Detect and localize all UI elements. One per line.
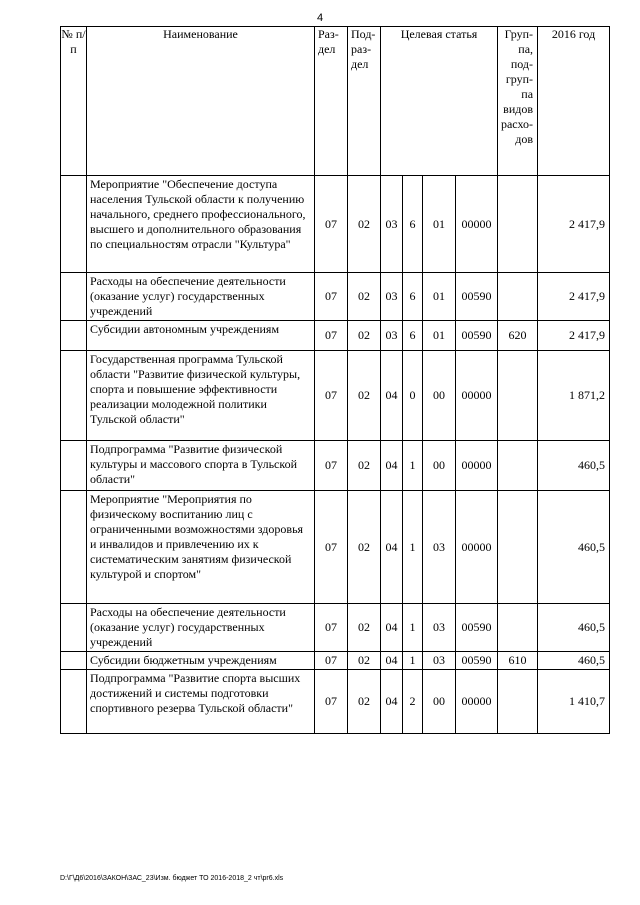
row-cs-subprogram: 2 (403, 670, 423, 734)
row-razdel: 07 (315, 441, 348, 491)
header-name: Наименование (87, 27, 315, 176)
row-name: Расходы на обеспечение деятельности (оказание услуг) государственных учреждений (87, 273, 315, 321)
row-cs-direction: 00590 (456, 604, 498, 652)
row-expense-group (498, 273, 538, 321)
row-cs-direction: 00000 (456, 491, 498, 604)
row-expense-group (498, 176, 538, 273)
table-row (61, 652, 610, 670)
row-cs-direction: 00000 (456, 176, 498, 273)
table-row (61, 604, 610, 652)
row-num-cell (61, 441, 87, 491)
row-amount: 460,5 (538, 441, 610, 491)
row-cs-program: 04 (381, 670, 403, 734)
row-cs-subprogram: 1 (403, 441, 423, 491)
row-expense-group (498, 491, 538, 604)
table-row (61, 351, 610, 441)
row-razdel: 07 (315, 652, 348, 670)
row-podrazdel: 02 (348, 351, 381, 441)
row-expense-group: 610 (498, 652, 538, 670)
row-razdel: 07 (315, 351, 348, 441)
row-cs-event: 03 (423, 491, 456, 604)
row-expense-group (498, 441, 538, 491)
row-cs-event: 01 (423, 273, 456, 321)
row-name: Расходы на обеспечение деятельности (оказание услуг) государственных учреждений (87, 604, 315, 652)
row-name: Государственная программа Тульской области "Развитие физической культуры, спорта и повышение эффективности реализации молодежной политики Тульской области" (87, 351, 315, 441)
row-amount: 2 417,9 (538, 176, 610, 273)
row-expense-group: 620 (498, 321, 538, 351)
row-podrazdel: 02 (348, 176, 381, 273)
row-amount: 2 417,9 (538, 321, 610, 351)
row-cs-direction: 00000 (456, 351, 498, 441)
row-name: Субсидии бюджетным учреждениям (87, 652, 315, 670)
row-cs-subprogram: 6 (403, 321, 423, 351)
header-celevaya: Целевая статья (381, 27, 498, 176)
row-num-cell (61, 604, 87, 652)
row-podrazdel: 02 (348, 491, 381, 604)
row-podrazdel: 02 (348, 273, 381, 321)
row-amount: 460,5 (538, 604, 610, 652)
row-num-cell (61, 652, 87, 670)
row-cs-program: 03 (381, 176, 403, 273)
row-cs-program: 04 (381, 441, 403, 491)
row-podrazdel: 02 (348, 604, 381, 652)
row-cs-direction: 00590 (456, 273, 498, 321)
row-cs-event: 01 (423, 176, 456, 273)
row-amount: 1 410,7 (538, 670, 610, 734)
row-num-cell (61, 491, 87, 604)
row-num-cell (61, 273, 87, 321)
row-podrazdel: 02 (348, 441, 381, 491)
row-razdel: 07 (315, 604, 348, 652)
row-cs-event: 00 (423, 670, 456, 734)
row-amount: 460,5 (538, 652, 610, 670)
row-razdel: 07 (315, 176, 348, 273)
row-cs-subprogram: 1 (403, 604, 423, 652)
row-num-cell (61, 321, 87, 351)
row-cs-subprogram: 0 (403, 351, 423, 441)
page-number: 4 (316, 12, 324, 24)
row-cs-subprogram: 6 (403, 176, 423, 273)
row-expense-group (498, 351, 538, 441)
row-expense-group (498, 670, 538, 734)
row-podrazdel: 02 (348, 652, 381, 670)
row-amount: 2 417,9 (538, 273, 610, 321)
row-cs-event: 01 (423, 321, 456, 351)
table-header-row (61, 27, 610, 176)
row-cs-event: 00 (423, 351, 456, 441)
row-expense-group (498, 604, 538, 652)
header-gruppa: Груп-па, под-груп-па видов расхо-дов (498, 27, 538, 176)
header-razdel: Раз-дел (315, 27, 348, 176)
row-cs-program: 03 (381, 273, 403, 321)
row-cs-event: 00 (423, 441, 456, 491)
row-amount: 460,5 (538, 491, 610, 604)
row-cs-program: 04 (381, 652, 403, 670)
header-podrazdel: Под-раз-дел (348, 27, 381, 176)
row-cs-program: 04 (381, 604, 403, 652)
row-num-cell (61, 351, 87, 441)
row-name: Субсидии автономным учреждениям (87, 321, 315, 351)
row-cs-event: 03 (423, 652, 456, 670)
row-cs-direction: 00590 (456, 321, 498, 351)
budget-table (60, 26, 610, 734)
table-row (61, 491, 610, 604)
row-cs-direction: 00000 (456, 670, 498, 734)
row-razdel: 07 (315, 491, 348, 604)
footer-file-path: D:\Г\Д6\2016\ЗАКОН\ЗАС_23\Изм. бюджет ТО 2016-2018_2 чт\pr6.xls (60, 875, 284, 882)
header-num: № п/п (61, 27, 87, 176)
row-cs-program: 04 (381, 491, 403, 604)
row-name: Подпрограмма "Развитие физической культуры и массового спорта в Тульской области" (87, 441, 315, 491)
row-cs-direction: 00590 (456, 652, 498, 670)
row-num-cell (61, 176, 87, 273)
row-cs-direction: 00000 (456, 441, 498, 491)
table-row (61, 273, 610, 321)
row-razdel: 07 (315, 321, 348, 351)
row-cs-subprogram: 1 (403, 491, 423, 604)
row-cs-subprogram: 1 (403, 652, 423, 670)
table-row (61, 176, 610, 273)
row-cs-program: 04 (381, 351, 403, 441)
row-amount: 1 871,2 (538, 351, 610, 441)
table-row (61, 321, 610, 351)
row-num-cell (61, 670, 87, 734)
table-row (61, 670, 610, 734)
row-podrazdel: 02 (348, 670, 381, 734)
table-row (61, 441, 610, 491)
row-name: Подпрограмма "Развитие спорта высших достижений и системы подготовки спортивного резерва Тульской области" (87, 670, 315, 734)
row-name: Мероприятие "Обеспечение доступа населения Тульской области к получению начального, среднего профессионального, высшего и дополнительного образования по специальностям отрасли "Культура" (87, 176, 315, 273)
row-cs-event: 03 (423, 604, 456, 652)
header-year: 2016 год (538, 27, 610, 176)
row-cs-subprogram: 6 (403, 273, 423, 321)
row-podrazdel: 02 (348, 321, 381, 351)
row-name: Мероприятие "Мероприятия по физическому воспитанию лиц с ограниченными возможностями здоровья и инвалидов и привлечению их к систематическим занятиям физической культурой и спортом" (87, 491, 315, 604)
row-razdel: 07 (315, 273, 348, 321)
row-cs-program: 03 (381, 321, 403, 351)
row-razdel: 07 (315, 670, 348, 734)
